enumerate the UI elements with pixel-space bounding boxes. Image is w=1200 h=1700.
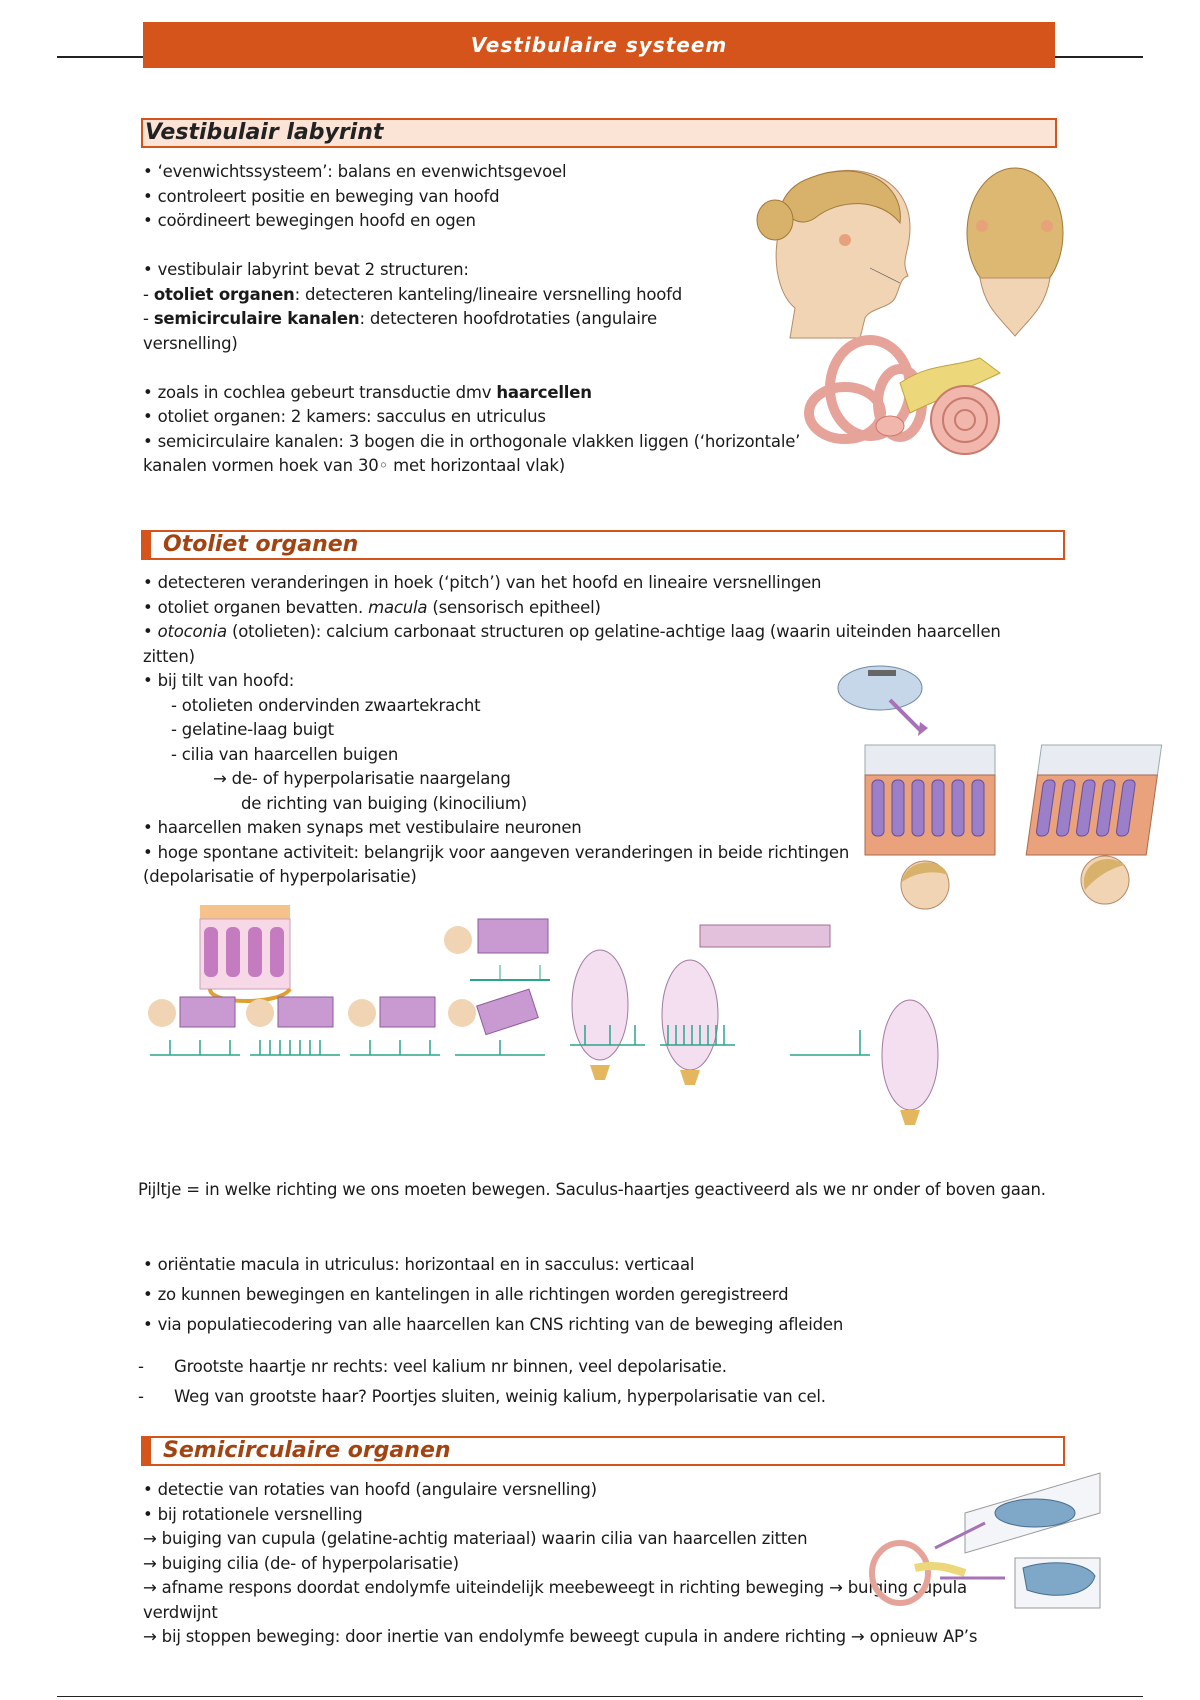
text-line: • zo kunnen bewegingen en kantelingen in alle richtingen worden geregistreerd	[143, 1285, 789, 1304]
labyrint-text	[143, 160, 843, 479]
text-line: • detectie van rotaties van hoofd (angulaire versnelling)	[143, 1480, 597, 1499]
text-line: → buiging cilia (de- of hyperpolarisatie)	[143, 1553, 459, 1573]
bottom-rule	[57, 1696, 1143, 1697]
text-line: zitten)	[143, 646, 195, 666]
text-line: • vestibulair labyrint bevat 2 structuren:	[143, 260, 469, 279]
haircell-diagram-b	[444, 919, 550, 980]
text-line: • otoliet organen: 2 kamers: sacculus en utriculus	[143, 407, 546, 426]
figure-haircell-responses	[140, 905, 1080, 1175]
head-profile-illustration	[757, 170, 910, 338]
section-heading-semicirculair: Semicirculaire organen	[141, 1436, 1065, 1466]
figure-head-labyrinth	[750, 158, 1130, 508]
text-line: (depolarisatie of hyperpolarisatie)	[143, 867, 417, 886]
list-item: - Grootste haartje nr rechts: veel kalium nr binnen, veel depolarisatie.	[138, 1352, 826, 1382]
top-rule-right	[1055, 56, 1143, 58]
text-line: de richting van buiging (kinocilium)	[241, 793, 528, 813]
line-post: : detecteren hoofdrotaties (angulaire	[359, 309, 657, 328]
text-line: verdwijnt	[143, 1602, 218, 1622]
line-bold: otoliet organen	[153, 284, 295, 304]
section-heading-otoliet: Otoliet organen	[141, 530, 1065, 560]
text-line: • bij tilt van hoofd:	[143, 671, 295, 690]
head-tilted-icon	[1081, 856, 1129, 904]
list-item-text: Weg van grootste haar? Poortjes sluiten, weinig kalium, hyperpolarisatie van cel.	[174, 1387, 826, 1406]
haircell-single-depolarized	[572, 925, 830, 1085]
dash-list	[138, 1352, 826, 1412]
haircell-diagram-a	[200, 905, 290, 1001]
text-line	[143, 381, 843, 406]
text-line: • oriëntatie macula in utriculus: horizontaal en in sacculus: verticaal	[143, 1255, 695, 1274]
text-line	[143, 596, 1043, 621]
spike-trains	[150, 1025, 870, 1055]
labyrinth-illustration	[809, 340, 1000, 454]
section-heading-labyrint: Vestibulair labyrint	[141, 118, 1057, 148]
line-pre: • otoliet organen bevatten.	[143, 597, 369, 617]
line-bold: semicirculaire kanalen	[153, 309, 360, 328]
haircell-single-hyperpolarized	[882, 1000, 938, 1125]
text-line	[143, 283, 843, 308]
head-upright-icon	[901, 861, 949, 909]
line-italic: macula	[368, 597, 428, 617]
list-item-text: Grootste haartje nr rechts: veel kalium nr binnen, veel depolarisatie.	[174, 1357, 727, 1376]
text-line	[143, 307, 843, 332]
text-line: • haarcellen maken synaps met vestibulaire neuronen	[143, 818, 582, 837]
figure-caption: Pijltje = in welke richting we ons moeten bewegen. Saculus-haartjes geactiveerd als we nr onder of boven gaan.	[138, 1180, 1046, 1199]
text-line: → bij stoppen beweging: door inertie van endolymfe beweegt cupula in andere richting → opnieuw AP’s	[143, 1627, 978, 1646]
macula-block-tilted	[1026, 745, 1161, 855]
text-line: versnelling)	[143, 333, 238, 353]
text-line	[143, 356, 843, 381]
line-italic: otoconia	[157, 622, 227, 641]
text-line: - otolieten ondervinden zwaartekracht	[171, 695, 481, 715]
text-line: • hoge spontane activiteit: belangrijk voor aangeven veranderingen in beide richtingen	[143, 842, 850, 862]
figure-macula-tilt	[820, 650, 1165, 940]
line-post: : detecteren kanteling/lineaire versnelling hoofd	[294, 284, 682, 304]
text-line: • via populatiecodering van alle haarcellen kan CNS richting van de beweging afleiden	[143, 1315, 844, 1334]
top-rule-left	[57, 56, 143, 58]
line-pre: •	[143, 622, 158, 641]
text-line: - gelatine-laag buigt	[171, 720, 334, 739]
text-line: • bij rotationele versnelling	[143, 1504, 363, 1524]
text-line	[143, 234, 843, 259]
otoliet-more-text	[143, 1250, 1043, 1340]
text-line: • semicirculaire kanalen: 3 bogen die in orthogonale vlakken liggen (‘horizontale’	[143, 431, 801, 451]
page-title: Vestibulaire systeem	[143, 22, 1055, 68]
line-post: (otolieten): calcium carbonaat structuren op gelatine-achtige laag (waarin uiteinden haarcellen	[226, 622, 1001, 641]
list-item: - Weg van grootste haar? Poortjes sluiten, weinig kalium, hyperpolarisatie van cel.	[138, 1382, 826, 1412]
line-pre: -	[143, 309, 154, 328]
text-line: → buiging van cupula (gelatine-achtig materiaal) waarin cilia van haarcellen zitten	[143, 1529, 808, 1548]
line-post: (sensorisch epitheel)	[427, 597, 601, 617]
text-line: → de- of hyperpolarisatie naargelang	[213, 769, 511, 788]
text-line: - cilia van haarcellen buigen	[171, 744, 399, 764]
text-line: • detecteren veranderingen in hoek (‘pitch’) van het hoofd en lineaire versnellingen	[143, 573, 822, 592]
text-line: • controleert positie en beweging van hoofd	[143, 186, 500, 206]
line-pre: -	[143, 284, 154, 304]
text-line: → afname respons doordat endolymfe uiteindelijk meebeweegt in richting beweging → buiging cupula	[143, 1578, 967, 1597]
text-line: • coördineert bewegingen hoofd en ogen	[143, 211, 476, 230]
macula-block-upright	[865, 745, 995, 855]
line-pre: • zoals in cochlea gebeurt transductie dmv	[143, 382, 497, 402]
text-line	[143, 620, 1043, 645]
text-line: • ‘evenwichtssysteem’: balans en evenwichtsgevoel	[143, 162, 567, 181]
head-back-illustration	[967, 168, 1063, 336]
figure-macula-orientation	[855, 1468, 1115, 1638]
line-bold: haarcellen	[496, 382, 592, 402]
text-line: kanalen vormen hoek van 30◦ met horizontaal vlak)	[143, 456, 565, 475]
head-tilt-row	[148, 989, 538, 1035]
